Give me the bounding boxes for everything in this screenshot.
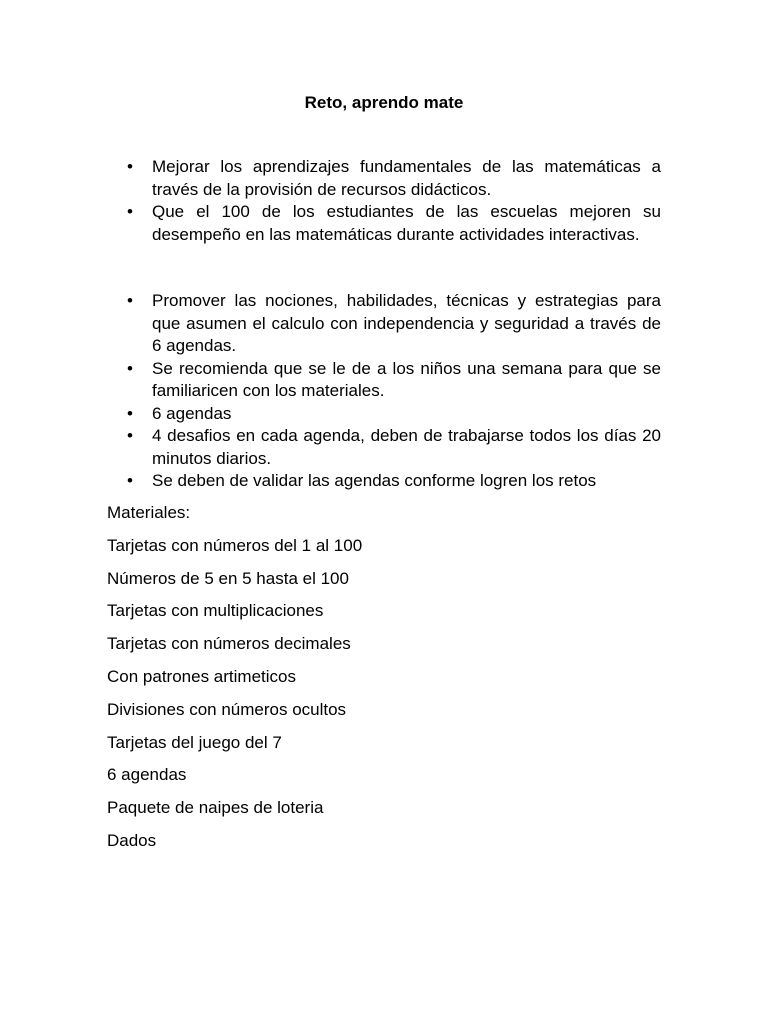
- detail-text: Promover las nociones, habilidades, técnicas y estrategias para que asumen el calculo con independencia y seguridad a través de 6 agendas.: [152, 291, 661, 355]
- objective-text: Mejorar los aprendizajes fundamentales de las matemáticas a través de la provisión de recursos didácticos.: [152, 157, 661, 199]
- detail-text: 4 desafios en cada agenda, deben de trabajarse todos los días 20 minutos diarios.: [152, 426, 661, 468]
- materials-heading: Materiales:: [107, 503, 191, 522]
- bullet-icon: •: [127, 358, 133, 378]
- detail-text: 6 agendas: [152, 403, 232, 423]
- bullet-icon: •: [127, 157, 133, 176]
- material-item: Paquete de naipes de loteria: [107, 798, 324, 818]
- document-title: Reto, aprendo mate: [304, 93, 464, 112]
- list-item: [107, 403, 661, 426]
- list-item: [107, 156, 661, 201]
- material-item: 6 agendas: [107, 765, 187, 785]
- details-list: [107, 290, 661, 493]
- detail-text: Se recomienda que se le de a los niños una semana para que se familiaricen con los materiales.: [152, 358, 661, 400]
- bullet-icon: •: [127, 202, 133, 221]
- bullet-icon: •: [127, 403, 133, 423]
- bullet-icon: •: [127, 471, 133, 490]
- objectives-list: [107, 156, 661, 246]
- detail-text: Se deben de validar las agendas conforme logren los retos: [152, 471, 597, 490]
- list-item: [107, 425, 661, 470]
- material-item: Números de 5 en 5 hasta el 100: [107, 568, 349, 588]
- list-item: [107, 358, 661, 403]
- material-item: Con patrones artimeticos: [107, 666, 296, 686]
- material-item: Dados: [107, 830, 157, 850]
- list-item: [107, 290, 661, 358]
- list-item: [107, 470, 661, 493]
- materials-section: [107, 502, 362, 863]
- material-item: Tarjetas con números del 1 al 100: [107, 535, 363, 555]
- bullet-icon: •: [127, 291, 133, 310]
- material-item: Tarjetas del juego del 7: [107, 732, 282, 752]
- material-item: Tarjetas con números decimales: [107, 634, 351, 654]
- list-item: [107, 201, 661, 246]
- material-item: Divisiones con números ocultos: [107, 699, 347, 719]
- bullet-icon: •: [127, 426, 133, 445]
- material-item: Tarjetas con multiplicaciones: [107, 601, 324, 621]
- objective-text: Que el 100 de los estudiantes de las escuelas mejoren su desempeño en las matemáticas durante actividades interactivas.: [152, 202, 661, 244]
